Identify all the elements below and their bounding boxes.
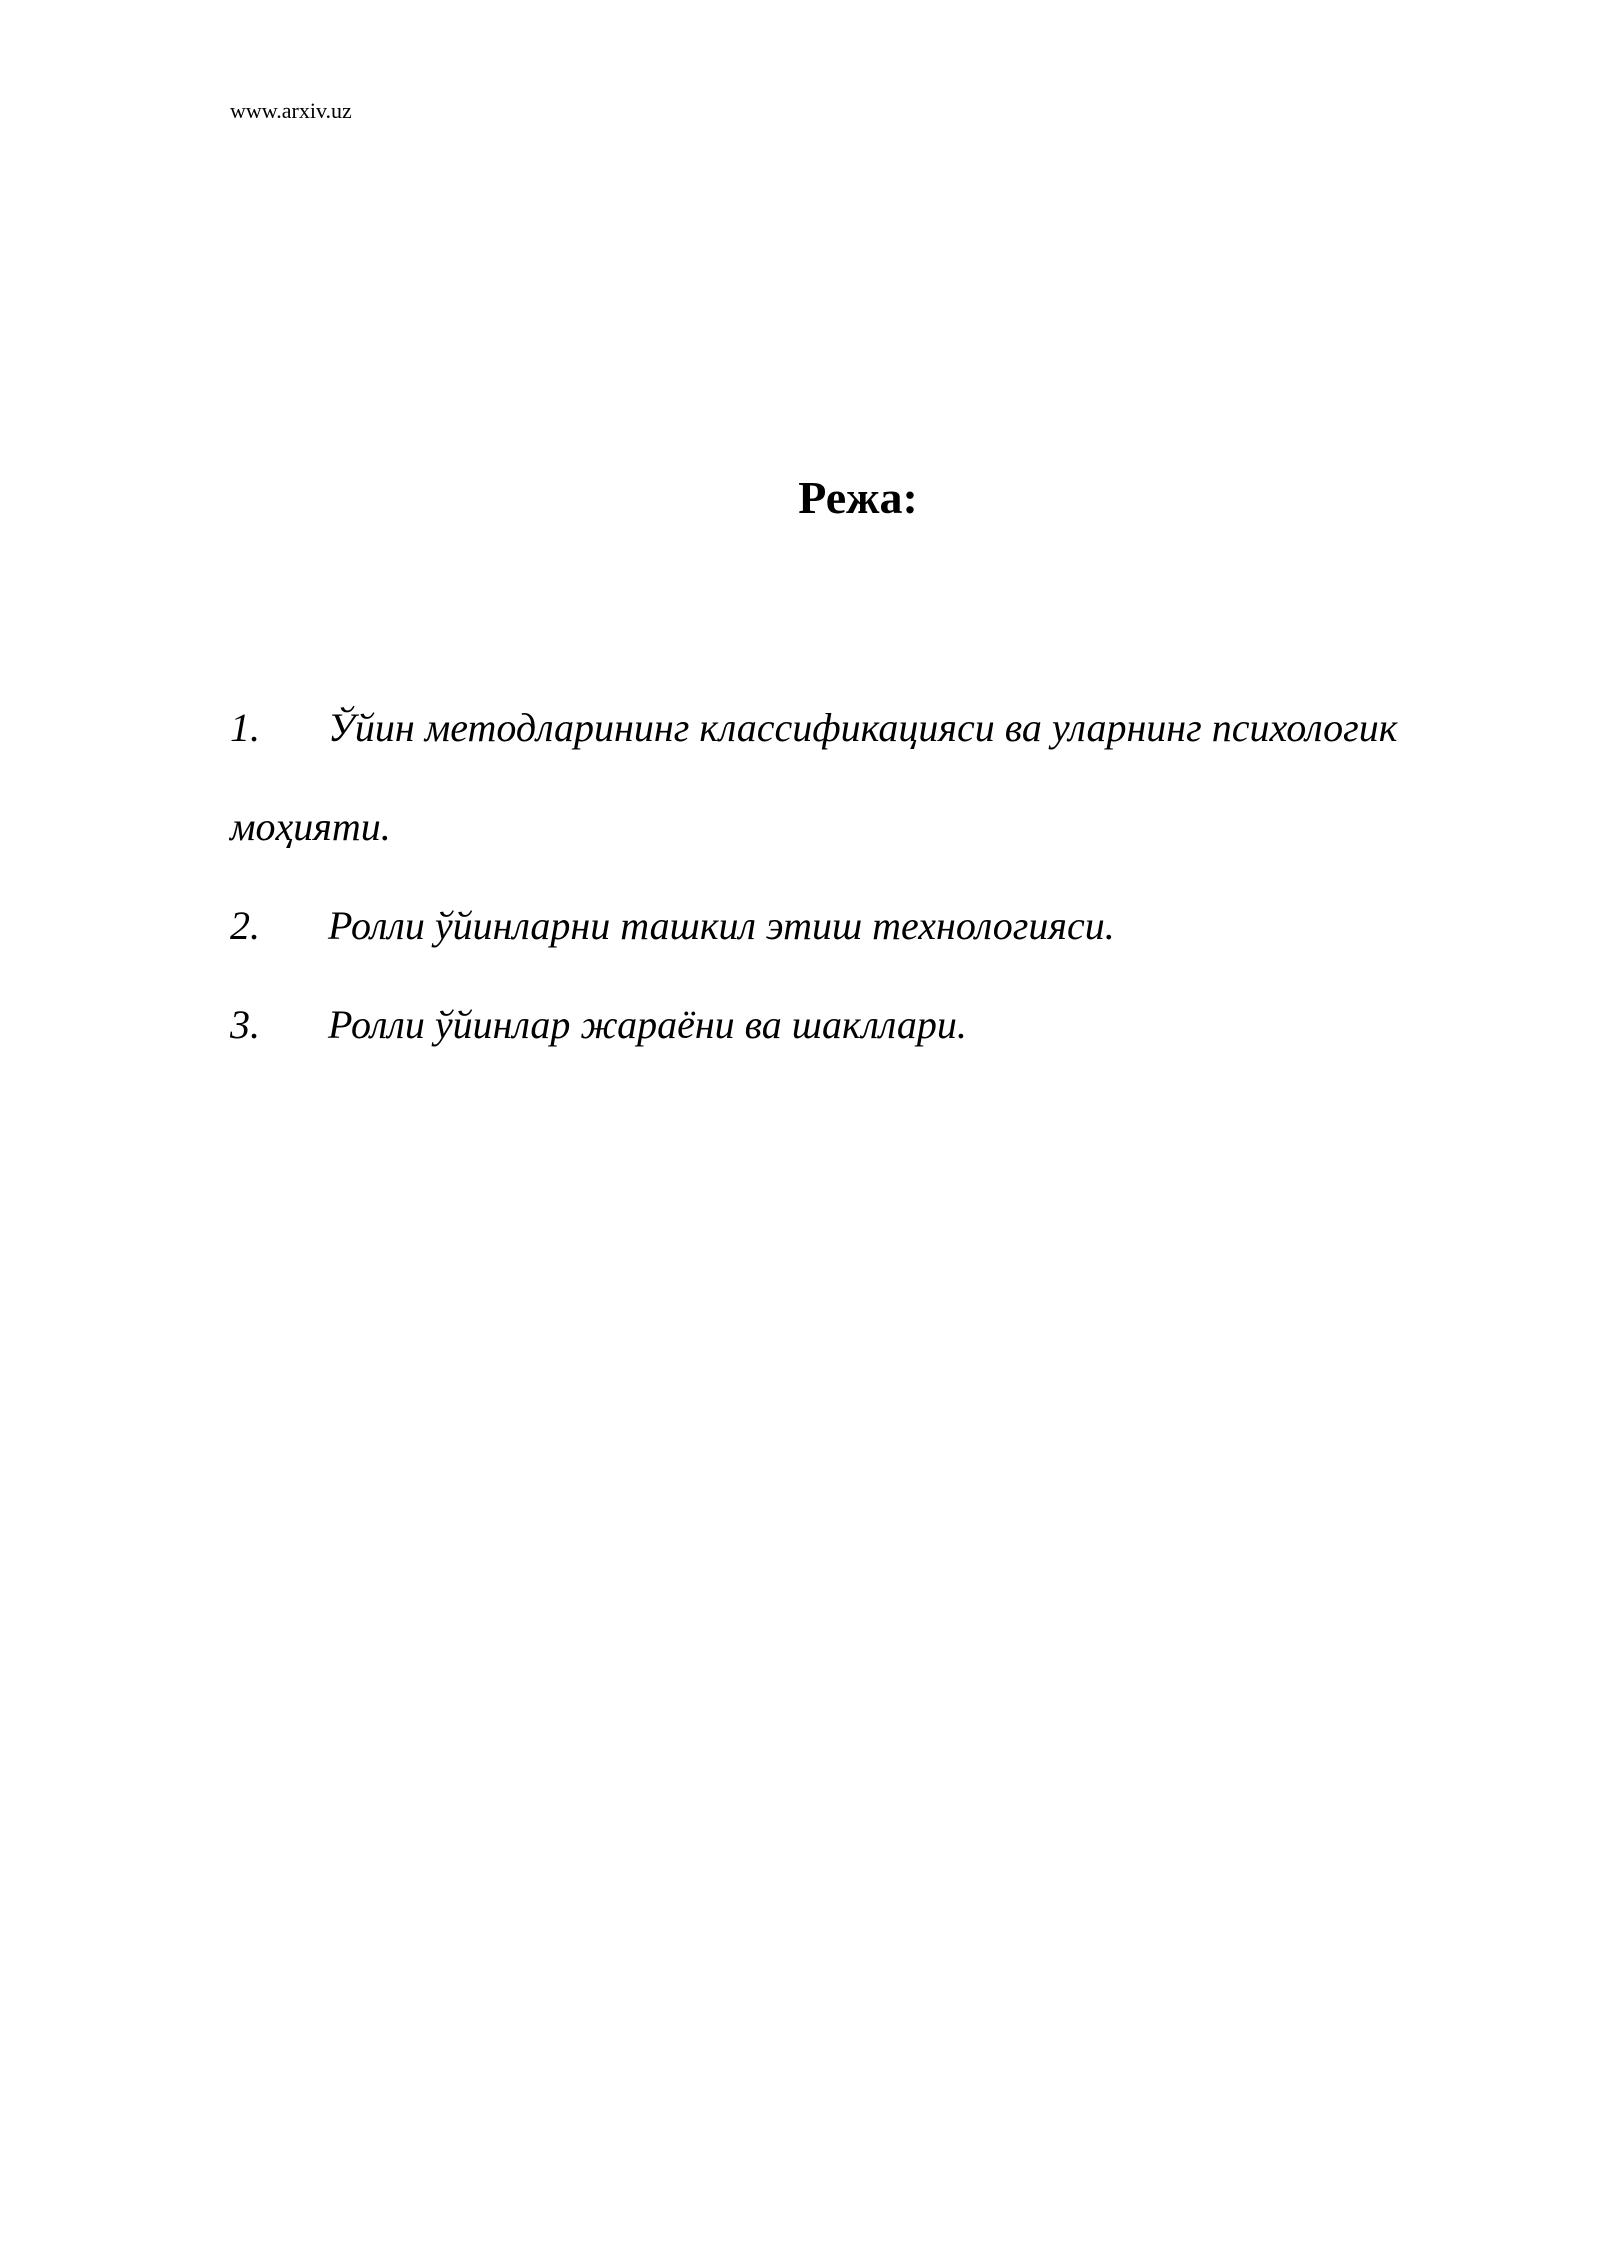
list-item-text: Ролли ўйинларни ташкил этиш технологияси. xyxy=(328,903,1115,948)
list-item xyxy=(230,975,1510,1074)
list-item-number: 2. xyxy=(230,903,260,948)
list-item xyxy=(230,876,1510,975)
list-item-number: 3. xyxy=(230,1002,260,1047)
list-item-text: Ролли ўйинлар жараёни ва шакллари. xyxy=(328,1002,967,1047)
header-url: www.arxiv.uz xyxy=(230,98,352,123)
list-item-text: Ўйин методларининг классификацияси ва уларнинг психологик моҳияти. xyxy=(230,705,1398,849)
plan-list xyxy=(230,678,1510,1074)
list-item-number: 1. xyxy=(230,705,260,750)
page-title: Режа: xyxy=(798,472,918,523)
list-item xyxy=(230,678,1510,876)
